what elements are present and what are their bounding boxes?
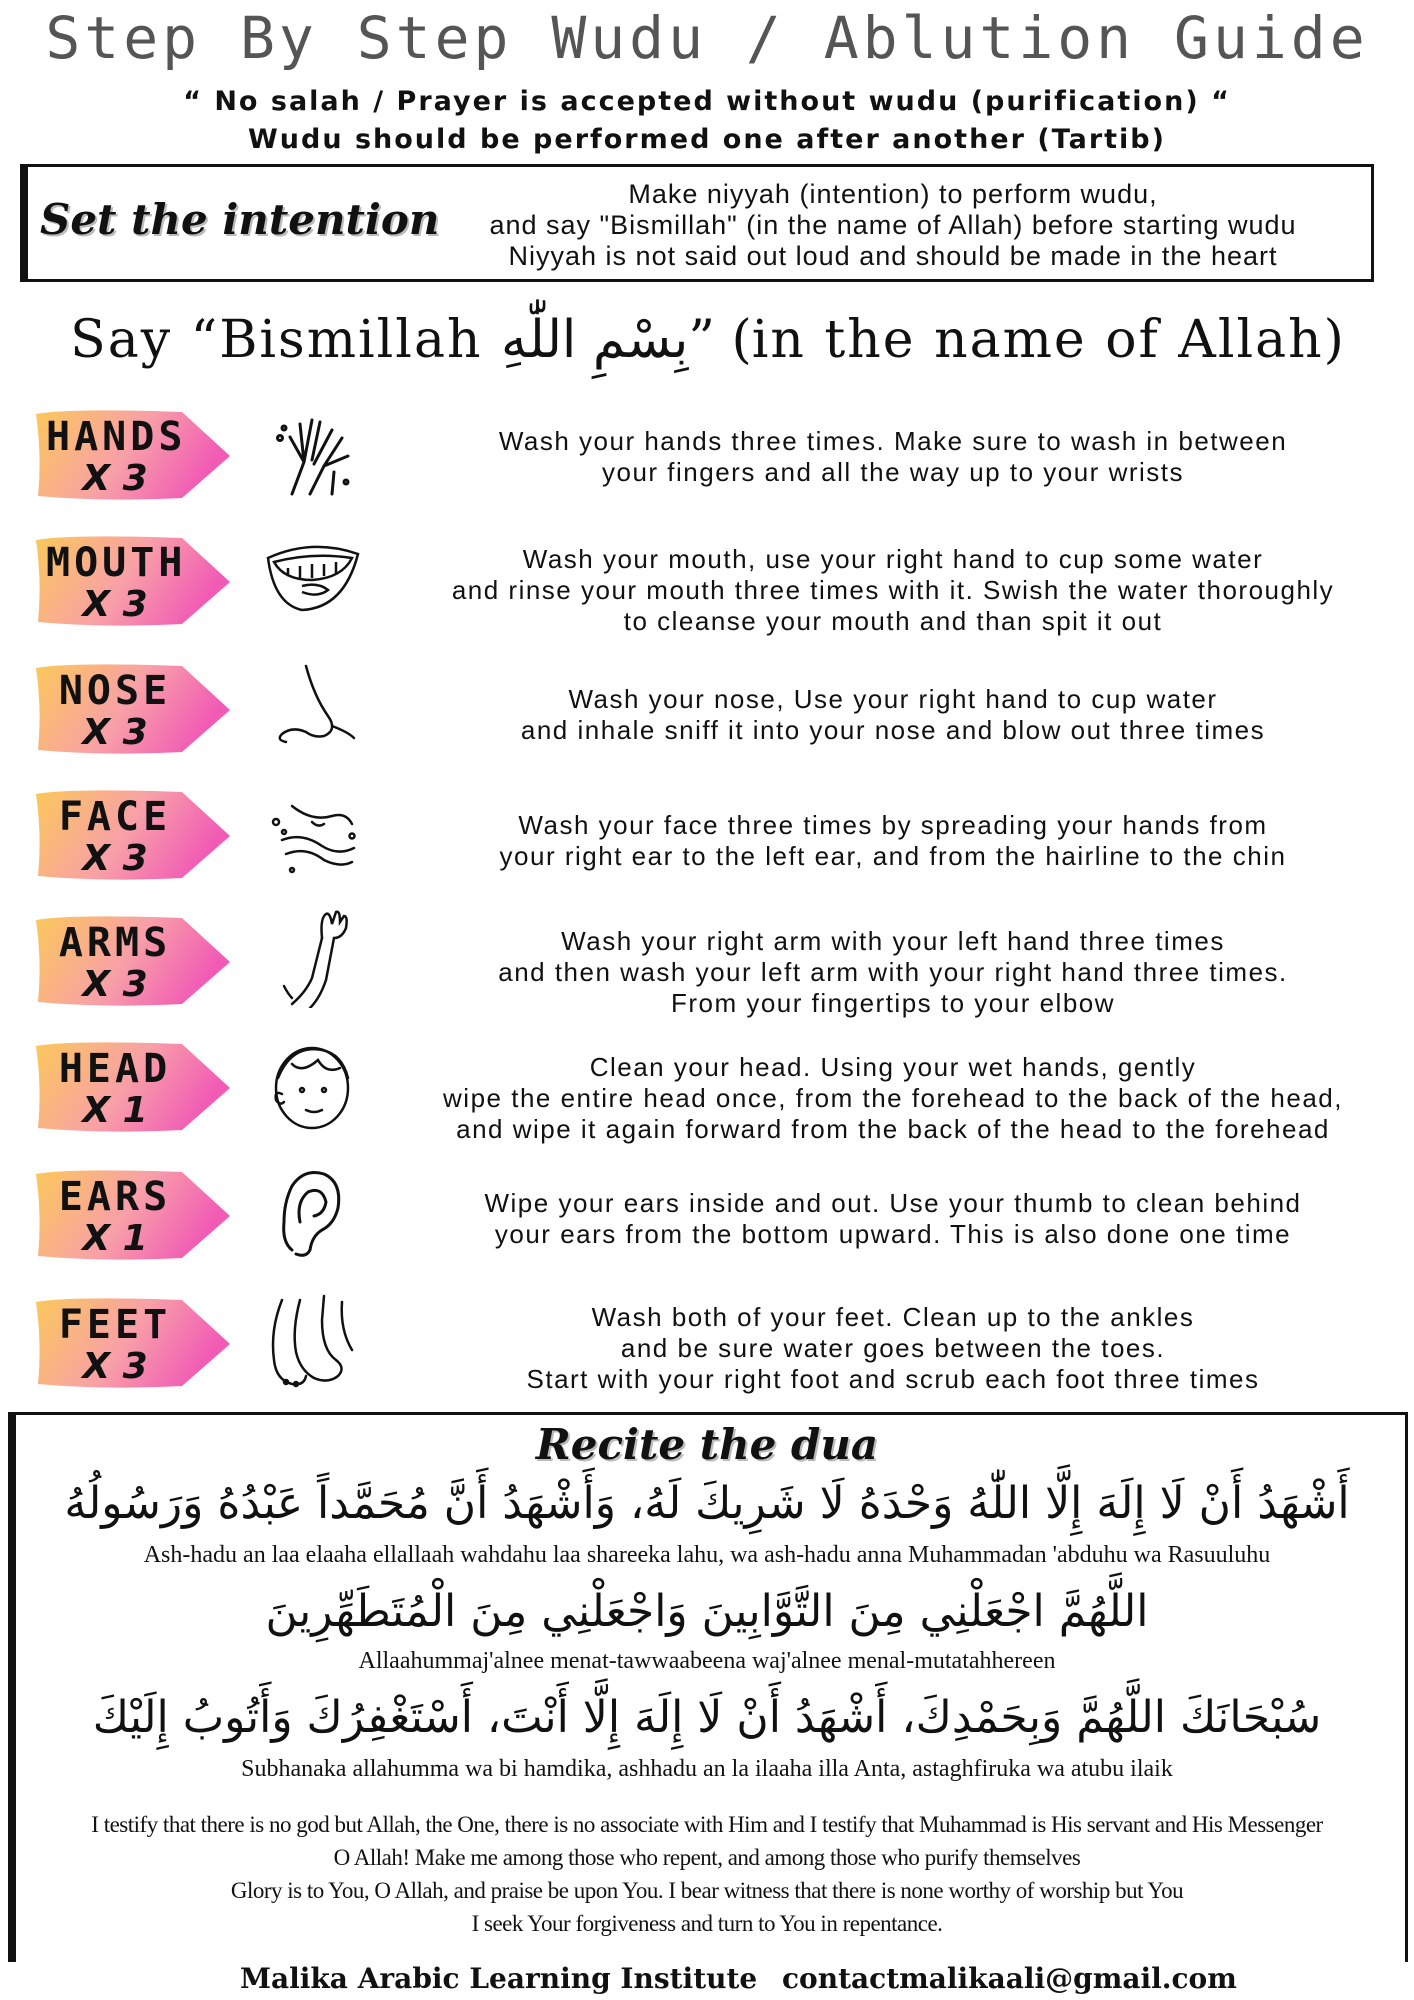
step-nose	[0, 652, 1414, 762]
step-head	[0, 1030, 1414, 1144]
step-description	[388, 544, 1398, 637]
intention-box	[20, 164, 1374, 282]
meaning-line: I testify that there is no god but Allah, the One, there is no associate with Him and I testify that Muhammad is His servant and His Messenger	[91, 1812, 1323, 1837]
meaning-line: I seek Your forgiveness and turn to You in repentance.	[471, 1911, 943, 1936]
dua-translit-3: Subhanaka allahumma wa bi hamdika, ashhadu an la ilaaha illa Anta, astaghfiruka wa atubu ilaik	[241, 1756, 1173, 1782]
intention-line: Make niyyah (intention) to perform wudu,	[628, 179, 1158, 209]
step-line: Wash your face three times by spreading your hands from	[518, 810, 1268, 840]
dua-meaning	[0, 1808, 1414, 1940]
dua-arabic-1: أَشْهَدُ أَنْ لَا إِلَهَ إِلَّا اللّٰهُ وَحْدَهُ لَا شَرِيكَ لَهُ، وَأَشْهَدُ أَنَّ مُحَمَّداً عَبْدُهُ وَرَسُولُهُ	[64, 1478, 1350, 1529]
step-name: MOUTH	[46, 540, 187, 586]
step-mouth	[0, 524, 1414, 634]
step-hands	[0, 398, 1414, 508]
face-washing-icon	[262, 782, 362, 882]
step-description	[388, 684, 1398, 746]
step-line: your fingers and all the way up to your wrists	[601, 457, 1185, 487]
step-count: X 3	[82, 712, 148, 753]
step-line: Wash your mouth, use your right hand to cup some water	[522, 544, 1264, 574]
subtitle-quote: “ No salah / Prayer is accepted without wudu (purification) “	[183, 86, 1231, 117]
step-line: Wash your right arm with your left hand three times	[561, 926, 1225, 956]
step-line: Wash both of your feet. Clean up to the ankles	[591, 1302, 1195, 1332]
step-line: your ears from the bottom upward. This is also done one time	[494, 1219, 1292, 1249]
intention-line: and say "Bismillah" (in the name of Allah) before starting wudu	[489, 210, 1297, 240]
step-name: FACE	[58, 794, 172, 840]
dua-arabic-3: سُبْحَانَكَ اللَّهُمَّ وَبِحَمْدِكَ، أَشْهَدُ أَنْ لَا إِلَهَ إِلَّا أَنْتَ، أَسْتَغْفِرُكَ وَأَتُوبُ إِلَيْكَ	[92, 1692, 1322, 1743]
step-count: X 3	[82, 458, 148, 499]
step-name: EARS	[58, 1174, 172, 1220]
step-line: and wipe it again forward from the back of the head to the forehead	[456, 1114, 1330, 1144]
step-line: From your fingertips to your elbow	[670, 988, 1116, 1018]
step-line: wipe the entire head once, from the forehead to the back of the head,	[443, 1083, 1343, 1113]
step-count: X 1	[82, 1090, 148, 1131]
step-line: your right ear to the left ear, and from the hairline to the chin	[499, 841, 1287, 871]
step-tag	[32, 1038, 232, 1134]
meaning-line: O Allah! Make me among those who repent, and among those who purify themselves	[333, 1845, 1081, 1870]
dua-title: Recite the dua	[535, 1420, 879, 1469]
ear-icon	[262, 1162, 362, 1262]
head-icon	[262, 1034, 362, 1134]
step-line: Wash your nose, Use your right hand to cup water	[568, 684, 1218, 714]
step-count: X 1	[82, 1218, 148, 1259]
step-name: ARMS	[58, 920, 172, 966]
step-description	[388, 426, 1398, 488]
step-tag	[32, 786, 232, 882]
step-line: and inhale sniff it into your nose and blow out three times	[520, 715, 1266, 745]
step-arms	[0, 904, 1414, 1018]
step-line: and then wash your left arm with your right hand three times.	[498, 957, 1288, 987]
dua-translit-2: Allaahummaj'alnee menat-tawwaabeena waj'alnee menal-mutatahhereen	[358, 1648, 1056, 1674]
step-line: Wash your hands three times. Make sure to wash in between	[498, 426, 1288, 456]
step-line: Clean your head. Using your wet hands, gently	[589, 1052, 1197, 1082]
footer-institute: Malika Arabic Learning Institute	[240, 1962, 758, 1995]
step-tag	[32, 532, 232, 628]
step-name: NOSE	[58, 668, 172, 714]
step-description	[388, 1302, 1398, 1395]
step-count: X 3	[82, 584, 148, 625]
page-title: Step By Step Wudu / Ablution Guide	[45, 4, 1369, 72]
step-tag	[32, 912, 232, 1008]
meaning-line: Glory is to You, O Allah, and praise be upon You. I bear witness that there is none worthy of worship but You	[230, 1878, 1184, 1903]
intention-label: Set the intention	[40, 195, 440, 244]
step-description	[388, 1052, 1398, 1145]
step-description	[388, 1188, 1398, 1250]
intention-text	[428, 179, 1358, 272]
subtitle-tartib: Wudu should be performed one after another (Tartib)	[248, 124, 1166, 155]
step-tag	[32, 1166, 232, 1262]
step-face	[0, 778, 1414, 888]
feet-icon	[262, 1290, 362, 1390]
step-line: and be sure water goes between the toes.	[620, 1333, 1166, 1363]
intention-line: Niyyah is not said out loud and should be made in the heart	[508, 241, 1278, 271]
bismillah-heading: Say “Bismillah بِسْمِ اللّٰهِ” (in the name of Allah)	[70, 310, 1344, 370]
step-tag	[32, 660, 232, 756]
step-count: X 3	[82, 838, 148, 879]
step-line: to cleanse your mouth and than spit it out	[623, 606, 1163, 636]
step-count: X 3	[82, 964, 148, 1005]
step-line: and rinse your mouth three times with it. Swish the water thoroughly	[451, 575, 1335, 605]
step-count: X 3	[82, 1346, 148, 1387]
arm-icon	[262, 908, 362, 1008]
step-name: HEAD	[58, 1046, 172, 1092]
step-line: Start with your right foot and scrub each foot three times	[526, 1364, 1260, 1394]
step-description	[388, 810, 1398, 872]
step-line: Wipe your ears inside and out. Use your thumb to clean behind	[484, 1188, 1302, 1218]
step-tag	[32, 406, 232, 502]
dua-arabic-2: اللَّهُمَّ اجْعَلْنِي مِنَ التَّوَّابِينَ وَاجْعَلْنِي مِنَ الْمُتَطَهِّرِينَ	[265, 1586, 1149, 1637]
dua-translit-1: Ash-hadu an laa elaaha ellallaah wahdahu laa shareeka lahu, wa ash-hadu anna Muhammadan 'abduhu wa Rasuuluhu	[143, 1542, 1271, 1568]
step-ears	[0, 1158, 1414, 1268]
step-description	[388, 926, 1398, 1019]
footer-email[interactable]: contactmalikaali@gmail.com	[782, 1962, 1237, 1995]
step-name: HANDS	[46, 414, 187, 460]
step-feet	[0, 1286, 1414, 1396]
step-name: FEET	[58, 1302, 172, 1348]
nose-icon	[262, 656, 362, 756]
step-tag	[32, 1294, 232, 1390]
hands-washing-icon	[262, 402, 362, 502]
mouth-icon	[262, 528, 362, 628]
